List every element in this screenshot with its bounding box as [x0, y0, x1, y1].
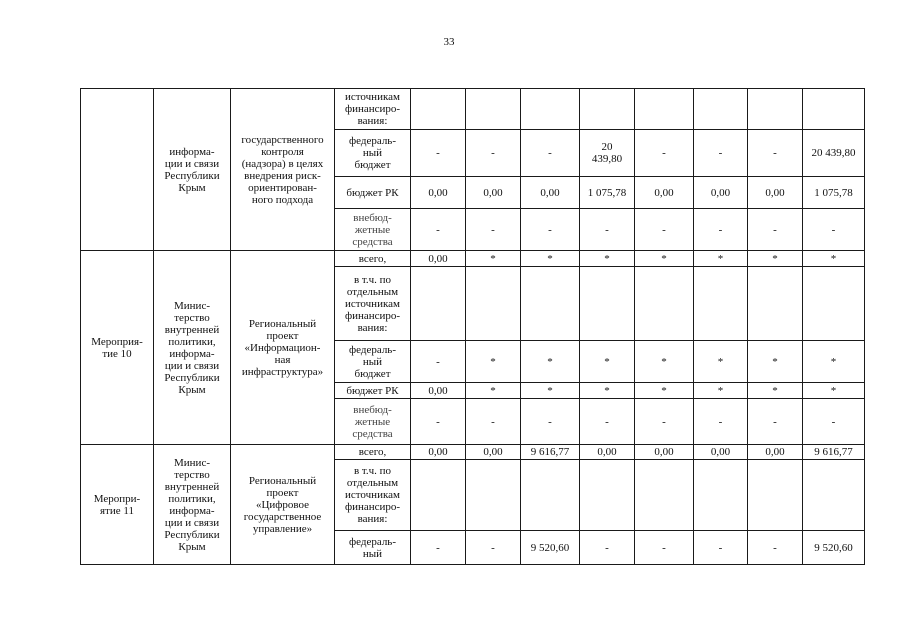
value-cell: -	[466, 209, 521, 251]
value-cell: *	[466, 251, 521, 267]
value-cell: 0,00	[411, 251, 466, 267]
value-cell: -	[411, 399, 466, 445]
value-cell: *	[694, 341, 748, 383]
page-number: 33	[443, 36, 455, 48]
source-cell: внебюд- жетные средства	[335, 209, 411, 251]
event-cell: Мероприя- тие 10	[81, 251, 154, 445]
value-cell: -	[521, 399, 580, 445]
source-cell: в т.ч. по отдельным источникам финансиро- вания:	[335, 267, 411, 341]
value-cell: 0,00	[635, 177, 694, 209]
value-cell: *	[521, 341, 580, 383]
value-cell: -	[521, 209, 580, 251]
table-row	[81, 251, 865, 267]
value-cell: -	[635, 399, 694, 445]
total-cell: 9 520,60	[803, 531, 865, 565]
total-cell: *	[803, 341, 865, 383]
value-cell: 0,00	[466, 177, 521, 209]
value-cell: *	[748, 383, 803, 399]
value-cell: 0,00	[748, 445, 803, 460]
value-cell: *	[635, 251, 694, 267]
value-cell: -	[411, 130, 466, 177]
value-cell: *	[580, 251, 635, 267]
value-cell: *	[466, 383, 521, 399]
event-cell	[81, 89, 154, 251]
value-cell: *	[635, 383, 694, 399]
value-cell: -	[635, 130, 694, 177]
value-cell: *	[580, 383, 635, 399]
source-cell: внебюд- жетные средства	[335, 399, 411, 445]
value-cell: *	[521, 383, 580, 399]
value-cell: 0,00	[635, 445, 694, 460]
value-cell: -	[580, 209, 635, 251]
table-row	[81, 89, 865, 130]
value-cell: -	[411, 341, 466, 383]
source-cell: в т.ч. по отдельным источникам финансиро- вания:	[335, 460, 411, 531]
value-cell: 9 520,60	[521, 531, 580, 565]
project-cell: Региональный проект «Информацион- ная инфраструктура»	[231, 251, 335, 445]
value-cell: *	[748, 341, 803, 383]
value-cell: -	[694, 209, 748, 251]
value-cell: -	[521, 130, 580, 177]
total-cell: 9 616,77	[803, 445, 865, 460]
total-cell: *	[803, 251, 865, 267]
value-cell: *	[694, 251, 748, 267]
value-cell: -	[635, 209, 694, 251]
value-cell: -	[466, 130, 521, 177]
value-cell: -	[466, 399, 521, 445]
value-cell: 0,00	[411, 445, 466, 460]
executor-cell: информа- ции и связи Республики Крым	[154, 89, 231, 251]
source-cell: бюджет РК	[335, 383, 411, 399]
value-cell: 0,00	[694, 445, 748, 460]
value-cell: -	[580, 399, 635, 445]
total-cell: 1 075,78	[803, 177, 865, 209]
source-cell: федераль- ный бюджет	[335, 341, 411, 383]
value-cell: -	[635, 531, 694, 565]
total-cell: -	[803, 399, 865, 445]
value-cell: -	[748, 130, 803, 177]
value-cell: -	[694, 130, 748, 177]
project-cell: государственного контроля (надзора) в целях внедрения риск- ориентирован- ного подхода	[231, 89, 335, 251]
source-cell: федераль- ный	[335, 531, 411, 565]
value-cell: -	[748, 399, 803, 445]
value-cell: *	[580, 341, 635, 383]
value-cell: *	[466, 341, 521, 383]
value-cell: -	[748, 531, 803, 565]
value-cell: *	[635, 341, 694, 383]
value-cell: -	[411, 209, 466, 251]
value-cell: -	[466, 531, 521, 565]
value-cell: 0,00	[411, 383, 466, 399]
source-cell: всего,	[335, 445, 411, 460]
value-cell: 9 616,77	[521, 445, 580, 460]
executor-cell: Минис- терство внутренней политики, информа- ции и связи Республики Крым	[154, 445, 231, 565]
value-cell: *	[694, 383, 748, 399]
event-cell: Меропри- ятие 11	[81, 445, 154, 565]
source-cell: федераль- ный бюджет	[335, 130, 411, 177]
value-cell: 0,00	[748, 177, 803, 209]
value-cell: -	[694, 399, 748, 445]
value-cell: 0,00	[466, 445, 521, 460]
value-cell: 0,00	[580, 445, 635, 460]
value-cell: 0,00	[521, 177, 580, 209]
value-cell: *	[748, 251, 803, 267]
budget-table	[80, 88, 865, 565]
value-cell: -	[694, 531, 748, 565]
source-cell: всего,	[335, 251, 411, 267]
source-cell: источникам финансиро- вания:	[335, 89, 411, 130]
total-cell: *	[803, 383, 865, 399]
value-cell: *	[521, 251, 580, 267]
executor-cell: Минис- терство внутренней политики, информа- ции и связи Республики Крым	[154, 251, 231, 445]
value-cell: -	[748, 209, 803, 251]
value-cell: 1 075,78	[580, 177, 635, 209]
project-cell: Региональный проект «Цифровое государственное управление»	[231, 445, 335, 565]
value-cell: -	[580, 531, 635, 565]
value-cell: 0,00	[694, 177, 748, 209]
value-cell: 0,00	[411, 177, 466, 209]
total-cell: 20 439,80	[803, 130, 865, 177]
value-cell: -	[411, 531, 466, 565]
value-cell: 20 439,80	[580, 130, 635, 177]
table-row	[81, 445, 865, 460]
source-cell: бюджет РК	[335, 177, 411, 209]
total-cell: -	[803, 209, 865, 251]
